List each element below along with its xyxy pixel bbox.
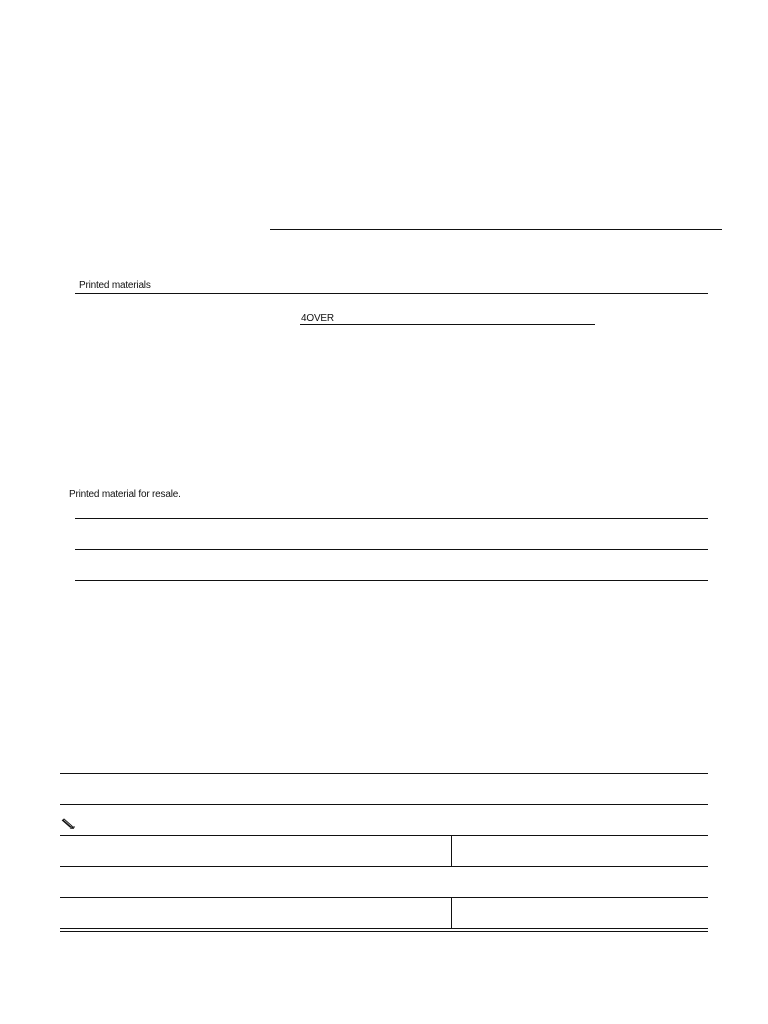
address-phone-divider <box>451 897 452 929</box>
property-description-line <box>75 293 708 294</box>
signature-block-line-2 <box>60 804 708 805</box>
blank-line-2 <box>75 549 708 550</box>
blank-line-1 <box>75 518 708 519</box>
resale-statement: Printed material for resale. <box>69 489 181 500</box>
signature-line <box>60 835 708 836</box>
pen-signature-icon <box>61 818 77 830</box>
address-line <box>60 897 708 898</box>
seller-name-value: 4OVER <box>301 313 334 324</box>
signature-date-divider <box>451 835 452 867</box>
seller-name-line <box>300 324 595 325</box>
name-title-line <box>60 866 708 867</box>
bottom-double-line-1 <box>60 928 708 929</box>
blank-line-3 <box>75 580 708 581</box>
header-rule <box>270 229 722 230</box>
signature-block-top-line <box>60 773 708 774</box>
property-description-value: Printed materials <box>79 280 151 291</box>
bottom-double-line-2 <box>60 931 708 932</box>
